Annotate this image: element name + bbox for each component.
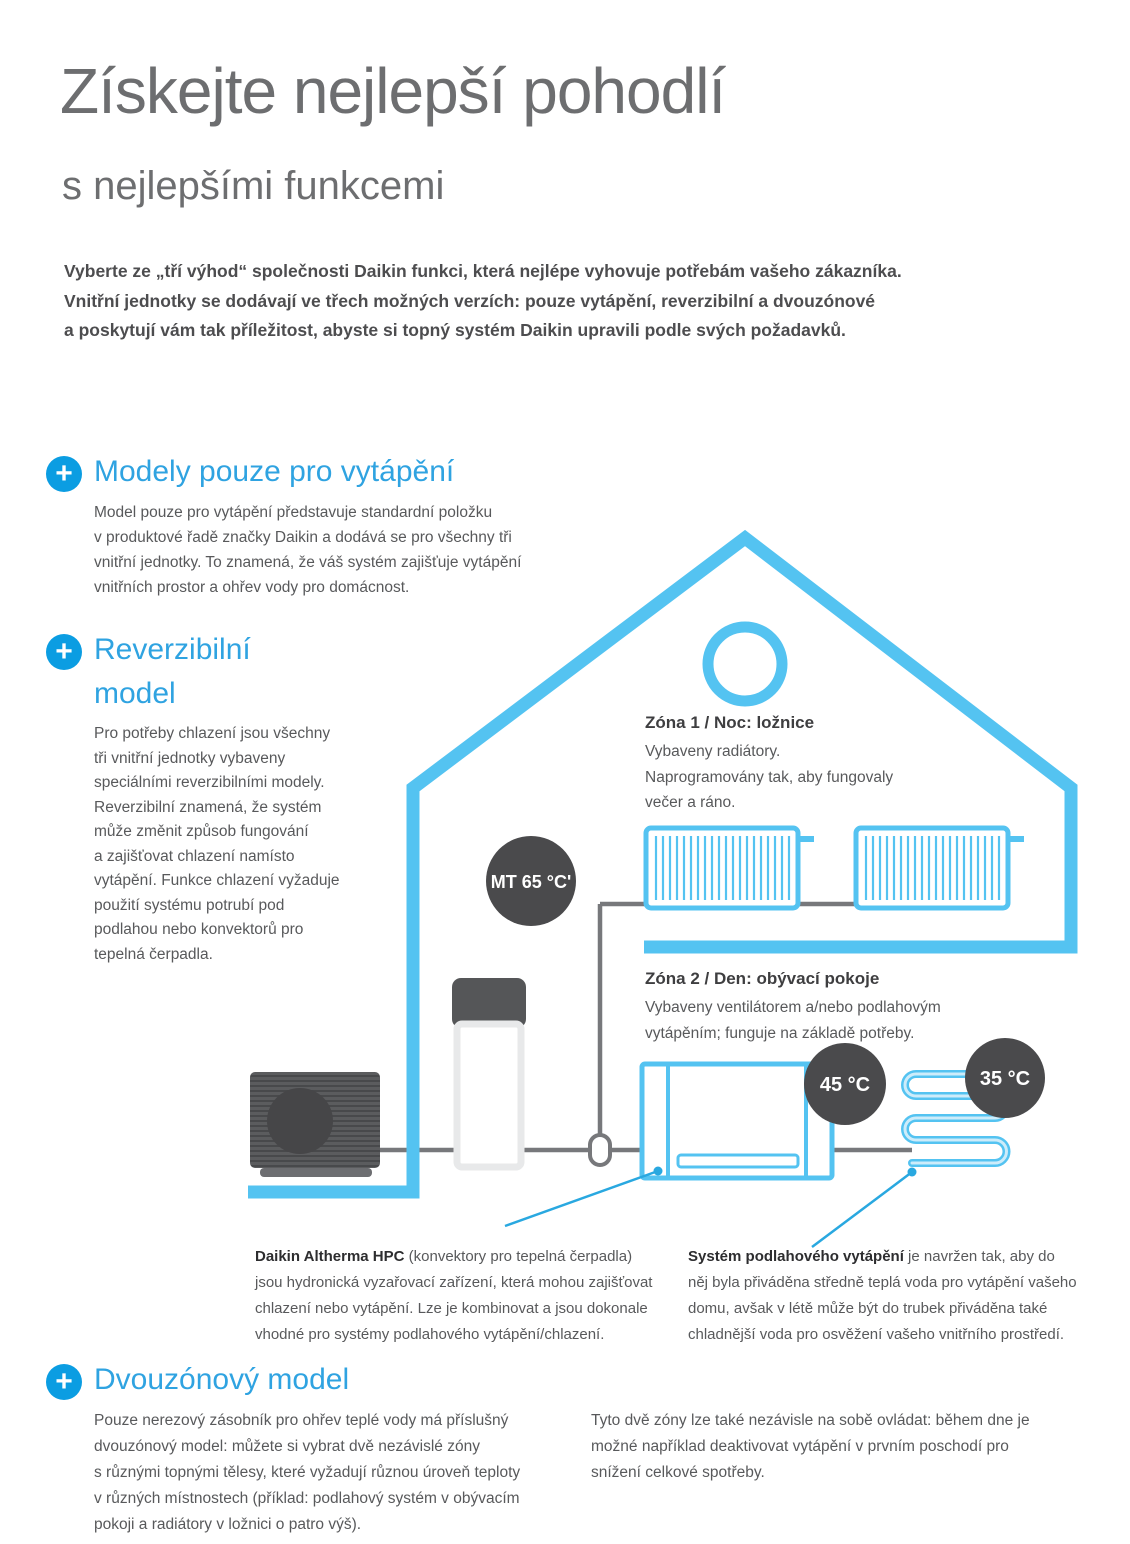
plus-icon: + (46, 1364, 82, 1400)
radiator-right (856, 828, 1024, 908)
indoor-unit (642, 1064, 832, 1178)
caption-hpc-text: (konvektory pro tepelná čerpadla) jsou hydronická vyzařovací zařízení, která mohou zajišťovat chlazení nebo vytápění. Lze je kombinovat a jsou dokonale vhodné pro systémy podlahového vytápění/chlazení. (255, 1248, 653, 1343)
outdoor-unit-base (260, 1168, 372, 1177)
indoor-unit-vent (678, 1155, 798, 1167)
tank-body (457, 1024, 521, 1167)
zone1-heading: Zóna 1 / Noc: ložnice (645, 713, 815, 732)
zone2-body: Vybaveny ventilátorem a/nebo podlahovým vytápěním; funguje na základě potřeby. (645, 999, 941, 1042)
caption-floor-heating (688, 1244, 1118, 1348)
house-diagram (230, 525, 1110, 1265)
temp-badge-45 (804, 1043, 886, 1125)
temp-badge-35 (965, 1038, 1045, 1118)
caption-hpc-bold: Daikin Altherma HPC (255, 1248, 405, 1265)
page-title: Získejte nejlepší pohodlí (60, 55, 726, 127)
attic-window-circle (708, 627, 782, 701)
outdoor-unit-fan (267, 1088, 333, 1154)
section-body-dual-zone-left: Pouze nerezový zásobník pro ohřev teplé vody má příslušný dvouzónový model: můžete si vybrat dvě nezávislé zóny s různými topnými tělesy, které vyžadují různou úroveň teploty v různých místnostech (příklad: podlahový systém v obývacím pokoji a radiátory v ložnici o patro výš). (94, 1412, 521, 1533)
section-heading-heating-only: Modely pouze pro vytápění (94, 455, 455, 488)
plus-icon: + (46, 456, 82, 492)
water-tank (452, 978, 526, 1167)
zone2-heading: Zóna 2 / Den: obývací pokoje (645, 969, 880, 988)
temp-badge-mt65 (486, 836, 576, 926)
svg-text:45 °C: 45 °C (819, 1074, 871, 1096)
svg-text:MT 65 °C': MT 65 °C' (490, 872, 572, 892)
radiator-left (646, 828, 814, 908)
page-subtitle: s nejlepšími funkcemi (62, 164, 445, 208)
section-body-reversible: Pro potřeby chlazení jsou všechny tři vnitřní jednotky vybaveny speciálními reverzibilními modely. Reverzibilní znamená, že systém může změnit způsob fungování a zajišťovat chlazení namísto vytápění. Funkce chlazení vyžaduje použití systému potrubí pod podlahou nebo konvektorů pro tepelná čerpadla. (94, 725, 340, 963)
zone2-label (645, 968, 941, 1046)
intro-text: Vyberte ze „tří výhod“ společnosti Daikin funkci, která nejlépe vyhovuje potřebám vašeho zákazníka. Vnitřní jednotky se dodávají ve třech možných verzích: pouze vytápění, reverzibilní a dvouzónové a poskytují vám tak příležitost, abyste si topný systém Daikin upravili podle svých požadavků. (64, 261, 902, 340)
caption-floor-heating-text: je navržen tak, aby do něj byla přiváděna středně teplá voda pro vytápění vašeho domu, avšak v létě může být do trubek přiváděna také chladnější voda pro osvěžení vašeho vnitřního prostředí. (688, 1248, 1077, 1343)
section-body-dual-zone-right: Tyto dvě zóny lze také nezávisle na sobě ovládat: během dne je možné například deaktivovat vytápění v prvním poschodí pro snížení celkové spotřeby. (591, 1412, 1030, 1481)
zone1-body: Vybaveny radiátory. Naprogramovány tak, aby fungovaly večer a ráno. (645, 743, 894, 811)
caption-hpc (255, 1244, 675, 1348)
pipe-connector (590, 1135, 610, 1165)
caption-floor-heating-bold: Systém podlahového vytápění (688, 1248, 904, 1265)
section-heading-dual-zone: Dvouzónový model (94, 1363, 350, 1396)
section-heading-reversible: Reverzibilní model (94, 633, 251, 710)
svg-text:35 °C: 35 °C (979, 1068, 1031, 1090)
zone1-label (645, 712, 893, 816)
plus-icon: + (46, 634, 82, 670)
leader-line-indoor-unit (505, 1167, 663, 1227)
section-body-heating-only: Model pouze pro vytápění představuje standardní položku v produktové řadě značky Daikin a dodává se pro všechny tři vnitřní jednotky. To znamená, že váš systém zajišťuje vytápění vnitřních prostor a ohřev vody pro domácnost. (94, 504, 522, 596)
heat-pump-outdoor-unit (250, 1072, 380, 1177)
